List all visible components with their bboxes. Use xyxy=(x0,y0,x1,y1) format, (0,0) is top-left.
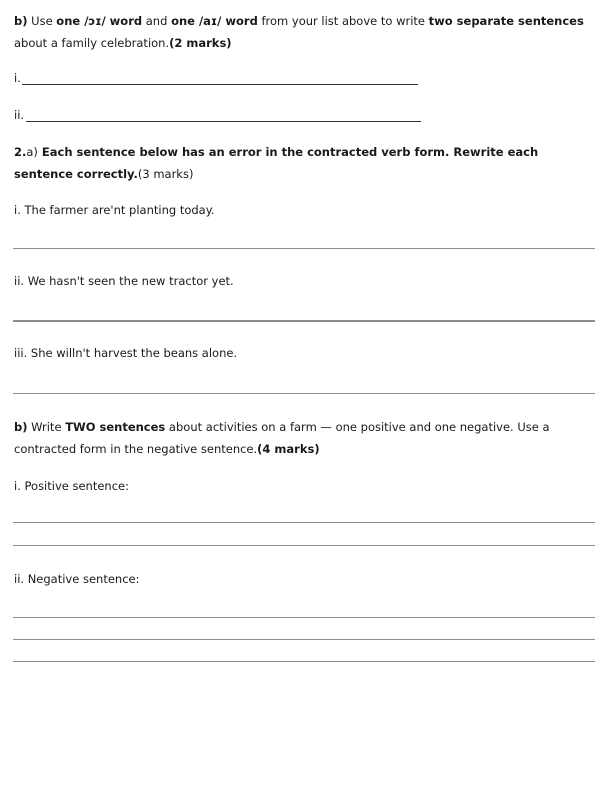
answer-line[interactable] xyxy=(13,393,595,394)
answer-line[interactable] xyxy=(13,320,595,322)
sentence-i: i. The farmer are'nt planting today. xyxy=(14,203,215,217)
answer-line[interactable] xyxy=(26,121,421,122)
answer-label-i: i. xyxy=(14,71,21,85)
marks-label: (4 marks) xyxy=(257,442,320,456)
question-label: b) xyxy=(14,420,28,434)
sentence-iii: iii. She willn't harvest the beans alone. xyxy=(14,346,238,360)
marks-label: (2 marks) xyxy=(169,36,232,50)
answer-label-ii: ii. xyxy=(14,108,25,122)
answer-line[interactable] xyxy=(22,84,418,85)
answer-line[interactable] xyxy=(13,639,595,640)
question-b-family-celebration: b) Use one /ɔɪ/ word and one /aɪ/ word from your list above to write two separate sentences about a family celebration.(2 marks) xyxy=(14,14,584,50)
question-2b-instruction: b) Write TWO sentences about activities on a farm — one positive and one negative. Use a contracted form in the negative sentence.(4 marks) xyxy=(14,420,550,456)
question-number: 2. xyxy=(14,145,27,159)
answer-line[interactable] xyxy=(13,248,595,249)
answer-line[interactable] xyxy=(13,617,595,618)
sentence-ii: ii. We hasn't seen the new tractor yet. xyxy=(14,274,234,288)
positive-sentence-prompt: i. Positive sentence: xyxy=(14,479,129,493)
answer-line[interactable] xyxy=(13,661,595,662)
question-2a-instruction: 2.a) Each sentence below has an error in the contracted verb form. Rewrite each sentence correctly.(3 marks) xyxy=(14,145,539,181)
answer-line[interactable] xyxy=(13,522,595,523)
marks-label: (3 marks) xyxy=(137,167,194,181)
answer-line[interactable] xyxy=(13,545,595,546)
negative-sentence-prompt: ii. Negative sentence: xyxy=(14,572,140,586)
question-label: b) xyxy=(14,14,28,28)
